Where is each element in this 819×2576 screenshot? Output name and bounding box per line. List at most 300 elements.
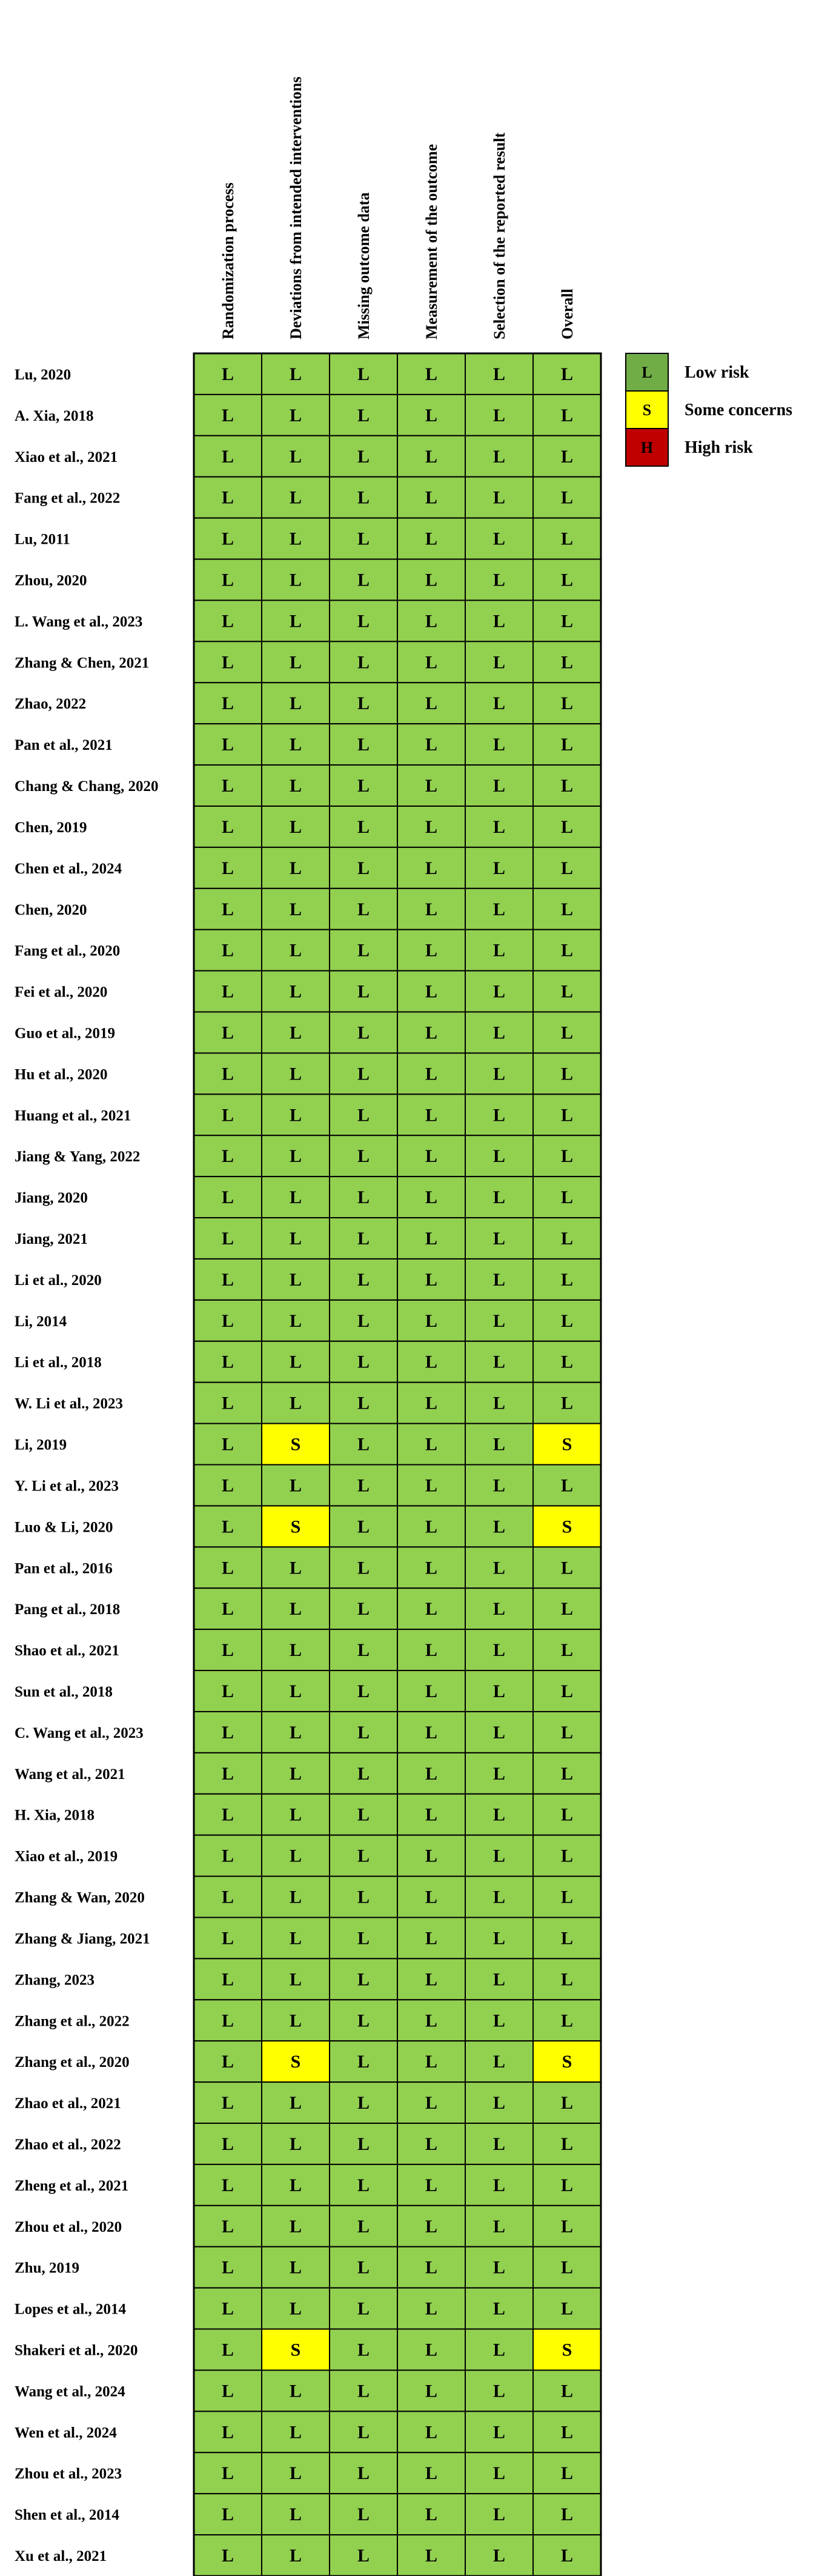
rating-label: L — [425, 735, 438, 755]
rating-label: L — [357, 1517, 370, 1537]
rating-label: L — [289, 1887, 302, 1907]
rating-label: L — [221, 1722, 234, 1743]
study-label: Shen et al., 2014 — [15, 2507, 119, 2524]
study-label: W. Li et al., 2023 — [15, 1395, 123, 1412]
rating-label: L — [560, 693, 574, 714]
rating-label: L — [357, 1722, 370, 1743]
study-label: Lopes et al., 2014 — [15, 2301, 127, 2318]
rating-label: L — [560, 1928, 574, 1949]
study-label: Zhang & Wan, 2020 — [15, 1889, 145, 1906]
rating-label: L — [289, 2381, 302, 2401]
rating-label: L — [289, 1846, 302, 1866]
rating-label: L — [560, 1393, 574, 1413]
rating-label: L — [492, 2093, 506, 2114]
rating-label: L — [221, 940, 234, 961]
rating-label: L — [221, 693, 234, 714]
rating-label: L — [289, 611, 302, 632]
rating-label: L — [289, 899, 302, 919]
rating-label: L — [560, 899, 574, 919]
rating-label: L — [357, 1846, 370, 1866]
rating-label: L — [492, 2216, 506, 2237]
rating-label: L — [289, 1352, 302, 1372]
rating-label: S — [562, 1517, 572, 1537]
rating-label: L — [357, 2298, 370, 2319]
rating-label: L — [221, 1146, 234, 1167]
rating-label: L — [221, 2340, 234, 2360]
rating-label: L — [221, 2052, 234, 2072]
study-label: Zhang & Chen, 2021 — [15, 655, 150, 672]
rating-label: L — [425, 2093, 438, 2114]
rating-label: L — [425, 405, 438, 425]
rating-label: L — [289, 858, 302, 878]
rating-label: L — [425, 2010, 438, 2031]
rating-label: L — [492, 1722, 506, 1743]
study-label: Li et al., 2020 — [15, 1272, 102, 1289]
rating-label: L — [357, 570, 370, 590]
study-label: Zhou et al., 2020 — [15, 2218, 122, 2235]
rating-label: L — [289, 1599, 302, 1620]
rating-label: L — [221, 1969, 234, 1990]
rating-label: L — [492, 364, 506, 384]
rating-label: L — [221, 1064, 234, 1084]
rating-label: L — [492, 1187, 506, 1208]
rating-label: L — [425, 652, 438, 673]
rating-label: L — [425, 2463, 438, 2484]
rating-label: L — [492, 1928, 506, 1949]
rating-label: L — [221, 1928, 234, 1949]
rating-label: L — [357, 611, 370, 632]
rating-label: L — [492, 1475, 506, 1496]
rating-label: L — [425, 1763, 438, 1784]
rating-label: L — [289, 1393, 302, 1413]
study-label: Zhao et al., 2021 — [15, 2095, 121, 2112]
rating-label: L — [357, 1763, 370, 1784]
rating-label: L — [221, 364, 234, 384]
rating-label: L — [289, 1064, 302, 1084]
rating-label: L — [357, 446, 370, 467]
study-label: Wang et al., 2024 — [15, 2383, 125, 2400]
rating-label: L — [357, 1023, 370, 1043]
rating-label: L — [492, 2134, 506, 2154]
rating-label: L — [221, 2546, 234, 2566]
rating-label: L — [221, 1393, 234, 1413]
column-header: Missing outcome data — [355, 192, 373, 339]
legend-key: L — [642, 364, 652, 381]
rating-label: L — [492, 858, 506, 878]
rating-label: L — [221, 1105, 234, 1126]
rating-label: L — [492, 1887, 506, 1907]
rating-label: L — [221, 1558, 234, 1578]
rating-label: L — [560, 652, 574, 673]
rating-label: L — [357, 1640, 370, 1661]
rating-label: L — [289, 1187, 302, 1208]
rating-label: L — [425, 487, 438, 508]
rating-label: L — [425, 1352, 438, 1372]
rating-label: L — [560, 405, 574, 425]
legend-label: Some concerns — [685, 401, 793, 419]
rating-label: L — [289, 1763, 302, 1784]
rating-label: L — [492, 2422, 506, 2443]
rating-label: L — [357, 1969, 370, 1990]
rating-label: L — [221, 2504, 234, 2525]
rating-label: L — [425, 1928, 438, 1949]
rating-label: L — [221, 2216, 234, 2237]
rating-label: L — [425, 1310, 438, 1331]
column-header: Measurement of the outcome — [423, 144, 440, 339]
rating-label: L — [357, 1146, 370, 1167]
rating-label: L — [492, 570, 506, 590]
rating-label: L — [357, 1804, 370, 1825]
rating-label: L — [560, 1599, 574, 1620]
rating-label: L — [425, 2381, 438, 2401]
rating-label: L — [492, 611, 506, 632]
rating-label: L — [221, 1804, 234, 1825]
rating-label: L — [560, 1310, 574, 1331]
rating-label: L — [221, 735, 234, 755]
rating-label: L — [357, 1352, 370, 1372]
rating-label: L — [357, 2216, 370, 2237]
study-label: Huang et al., 2021 — [15, 1107, 131, 1124]
rating-label: L — [289, 2093, 302, 2114]
rating-label: L — [221, 899, 234, 919]
study-label: Zhou, 2020 — [15, 572, 87, 589]
rating-label: L — [492, 2298, 506, 2319]
rating-label: L — [357, 1269, 370, 1290]
legend-label: Low risk — [685, 363, 749, 382]
study-label: Sun et al., 2018 — [15, 1683, 113, 1700]
rating-label: L — [492, 1969, 506, 1990]
rating-label: L — [492, 1352, 506, 1372]
study-label: C. Wang et al., 2023 — [15, 1724, 144, 1741]
rating-label: L — [492, 1599, 506, 1620]
rating-label: L — [560, 858, 574, 878]
rating-label: L — [425, 981, 438, 1002]
rating-label: L — [357, 405, 370, 425]
rating-label: L — [492, 2381, 506, 2401]
study-label: Shao et al., 2021 — [15, 1643, 119, 1660]
rating-label: L — [425, 1804, 438, 1825]
rating-label: L — [492, 1064, 506, 1084]
rating-label: L — [560, 1804, 574, 1825]
column-header: Selection of the reported result — [491, 132, 508, 339]
study-label: Shakeri et al., 2020 — [15, 2342, 138, 2359]
study-label: A. Xia, 2018 — [15, 407, 94, 424]
rating-label: L — [221, 2381, 234, 2401]
rating-label: L — [221, 2463, 234, 2484]
study-label: Fei et al., 2020 — [15, 984, 108, 1001]
rating-label: L — [289, 487, 302, 508]
rating-label: S — [290, 1517, 301, 1537]
rating-label: S — [290, 2052, 301, 2072]
study-label: Zhou et al., 2023 — [15, 2466, 122, 2483]
rating-label: L — [560, 1475, 574, 1496]
study-label: Jiang & Yang, 2022 — [15, 1149, 141, 1166]
rating-label: L — [492, 446, 506, 467]
rating-label: L — [425, 2298, 438, 2319]
rating-label: L — [560, 776, 574, 796]
rating-label: L — [289, 2010, 302, 2031]
study-label: Lu, 2011 — [15, 531, 70, 548]
rating-label: L — [425, 1146, 438, 1167]
rating-label: L — [425, 1599, 438, 1620]
rating-label: L — [221, 1640, 234, 1661]
rating-label: L — [425, 1969, 438, 1990]
rating-label: L — [560, 1763, 574, 1784]
rating-label: L — [357, 1187, 370, 1208]
study-label: Li et al., 2018 — [15, 1354, 102, 1371]
column-header: Randomization process — [219, 182, 237, 339]
study-label: Xu et al., 2021 — [15, 2548, 107, 2565]
rating-label: L — [492, 816, 506, 837]
rating-label: S — [290, 2340, 301, 2360]
rating-label: L — [289, 1558, 302, 1578]
rating-label: L — [357, 1064, 370, 1084]
rating-label: S — [562, 2052, 572, 2072]
rating-label: L — [492, 2257, 506, 2278]
study-label: Lu, 2020 — [15, 366, 71, 383]
rating-label: L — [289, 2298, 302, 2319]
rating-label: L — [492, 1640, 506, 1661]
rating-label: L — [492, 981, 506, 1002]
rating-label: L — [425, 1846, 438, 1866]
rating-label: L — [289, 529, 302, 549]
rating-label: L — [492, 1558, 506, 1578]
rating-label: L — [425, 1187, 438, 1208]
rating-label: L — [492, 1393, 506, 1413]
study-label: Wen et al., 2024 — [15, 2424, 117, 2441]
study-label: Jiang, 2020 — [15, 1190, 88, 1207]
rating-label: L — [492, 2340, 506, 2360]
rating-label: L — [425, 1023, 438, 1043]
rating-label: L — [221, 405, 234, 425]
rating-label: L — [425, 446, 438, 467]
rating-label: L — [560, 1640, 574, 1661]
rating-label: L — [425, 1475, 438, 1496]
rating-label: L — [289, 570, 302, 590]
rating-label: L — [357, 1558, 370, 1578]
rating-label: L — [492, 899, 506, 919]
rating-label: L — [357, 776, 370, 796]
rating-label: L — [425, 1434, 438, 1455]
rating-label: L — [221, 529, 234, 549]
rating-label: L — [357, 2175, 370, 2195]
rating-label: L — [357, 2381, 370, 2401]
rating-label: L — [221, 1475, 234, 1496]
rating-label: L — [492, 1846, 506, 1866]
rating-label: L — [357, 1475, 370, 1496]
study-label: Zhu, 2019 — [15, 2260, 79, 2277]
rating-label: L — [357, 2093, 370, 2114]
rating-label: L — [560, 1558, 574, 1578]
study-label: Pan et al., 2021 — [15, 737, 113, 754]
rating-label: L — [357, 2463, 370, 2484]
rating-label: L — [560, 2010, 574, 2031]
rating-label: S — [290, 1434, 301, 1455]
rating-label: L — [289, 1722, 302, 1743]
rating-label: L — [560, 1681, 574, 1701]
rating-label: L — [425, 1229, 438, 1249]
study-label: Xiao et al., 2021 — [15, 449, 118, 465]
rating-label: L — [357, 2504, 370, 2525]
rating-label: L — [221, 1023, 234, 1043]
rating-label: L — [221, 611, 234, 632]
rating-label: L — [560, 2257, 574, 2278]
rating-label: L — [221, 570, 234, 590]
rating-label: L — [492, 2504, 506, 2525]
rating-label: L — [492, 529, 506, 549]
rating-label: L — [560, 2175, 574, 2195]
rating-label: L — [289, 1928, 302, 1949]
rating-label: L — [357, 816, 370, 837]
rating-label: L — [221, 1681, 234, 1701]
rating-label: L — [425, 570, 438, 590]
rating-label: L — [289, 1023, 302, 1043]
rating-label: L — [425, 2175, 438, 2195]
rating-label: L — [425, 2257, 438, 2278]
study-label: Jiang, 2021 — [15, 1231, 88, 1248]
rating-label: L — [221, 858, 234, 878]
rating-label: L — [221, 1887, 234, 1907]
rating-label: L — [492, 1310, 506, 1331]
rating-label: L — [560, 2298, 574, 2319]
rating-label: L — [560, 981, 574, 1002]
rating-label: L — [425, 816, 438, 837]
rating-label: L — [492, 1105, 506, 1126]
rating-label: L — [425, 2052, 438, 2072]
rating-label: L — [492, 693, 506, 714]
rating-label: L — [221, 652, 234, 673]
rating-label: L — [425, 1517, 438, 1537]
rating-label: L — [289, 1969, 302, 1990]
study-label: Zhang, 2023 — [15, 1972, 94, 1989]
rating-label: L — [492, 2546, 506, 2566]
rating-label: L — [221, 2422, 234, 2443]
rating-label: L — [221, 1599, 234, 1620]
rating-label: L — [357, 981, 370, 1002]
rating-label: L — [425, 2134, 438, 2154]
rating-label: L — [357, 1105, 370, 1126]
rating-label: L — [492, 1763, 506, 1784]
rating-label: L — [560, 2381, 574, 2401]
rating-label: L — [289, 1804, 302, 1825]
rating-label: L — [289, 2504, 302, 2525]
rating-label: L — [289, 2216, 302, 2237]
rating-label: L — [221, 1517, 234, 1537]
rating-label: L — [289, 1310, 302, 1331]
rating-label: L — [289, 2134, 302, 2154]
rating-label: L — [357, 1310, 370, 1331]
rating-label: L — [425, 1393, 438, 1413]
study-label: Zhang et al., 2022 — [15, 2013, 130, 2030]
rating-label: L — [560, 2422, 574, 2443]
rating-label: L — [560, 364, 574, 384]
rating-label: L — [357, 1229, 370, 1249]
rating-label: L — [289, 981, 302, 1002]
rating-label: L — [289, 940, 302, 961]
study-label: Fang et al., 2020 — [15, 943, 121, 959]
rating-label: L — [425, 1064, 438, 1084]
rating-label: L — [357, 2546, 370, 2566]
rating-label: L — [221, 2093, 234, 2114]
rating-label: L — [357, 1928, 370, 1949]
rating-label: L — [289, 776, 302, 796]
rating-label: L — [560, 1064, 574, 1084]
rating-label: L — [357, 1887, 370, 1907]
rating-label: L — [221, 776, 234, 796]
rating-label: L — [357, 1599, 370, 1620]
rating-label: L — [357, 2134, 370, 2154]
rating-label: L — [289, 364, 302, 384]
rating-label: L — [560, 816, 574, 837]
rating-label: L — [560, 2093, 574, 2114]
rating-label: L — [492, 1146, 506, 1167]
study-label: Zhao, 2022 — [15, 696, 87, 713]
rating-label: L — [357, 858, 370, 878]
rating-label: L — [492, 1681, 506, 1701]
rating-label: L — [221, 2134, 234, 2154]
rating-label: L — [289, 2257, 302, 2278]
rating-label: L — [492, 2010, 506, 2031]
rating-label: L — [221, 2298, 234, 2319]
rating-label: L — [560, 1846, 574, 1866]
rating-label: L — [289, 1229, 302, 1249]
rating-label: L — [425, 1105, 438, 1126]
rating-label: L — [425, 1681, 438, 1701]
rating-label: L — [560, 1352, 574, 1372]
study-label: Pang et al., 2018 — [15, 1601, 121, 1618]
rating-label: L — [221, 816, 234, 837]
rating-label: L — [221, 446, 234, 467]
rating-label: L — [560, 1023, 574, 1043]
rating-label: L — [492, 2463, 506, 2484]
rating-label: L — [221, 487, 234, 508]
rating-label: L — [425, 529, 438, 549]
rating-label: L — [357, 529, 370, 549]
rating-label: L — [357, 899, 370, 919]
rating-label: L — [425, 364, 438, 384]
rating-label: L — [560, 1105, 574, 1126]
rating-label: L — [289, 1269, 302, 1290]
rating-label: L — [425, 858, 438, 878]
study-label: Chang & Chang, 2020 — [15, 778, 159, 795]
rating-label: L — [221, 981, 234, 1002]
rating-label: L — [289, 1475, 302, 1496]
rating-label: L — [357, 2257, 370, 2278]
study-label: Zhang & Jiang, 2021 — [15, 1930, 150, 1947]
rating-label: L — [560, 2504, 574, 2525]
rating-label: L — [221, 2257, 234, 2278]
rating-label: L — [289, 816, 302, 837]
rating-label: L — [425, 2504, 438, 2525]
column-header: Deviations from intended interventions — [287, 76, 305, 339]
rating-label: L — [425, 1887, 438, 1907]
rating-label: L — [492, 1269, 506, 1290]
legend-label: High risk — [685, 438, 753, 457]
rating-label: L — [289, 693, 302, 714]
rating-label: L — [221, 2010, 234, 2031]
rating-label: L — [425, 1558, 438, 1578]
study-label: Li, 2014 — [15, 1313, 67, 1330]
rating-label: L — [425, 2546, 438, 2566]
rating-label: L — [560, 940, 574, 961]
rating-label: L — [289, 1105, 302, 1126]
rating-label: L — [289, 1146, 302, 1167]
rating-label: L — [357, 1681, 370, 1701]
rating-label: L — [492, 2175, 506, 2195]
study-label: Pan et al., 2016 — [15, 1560, 113, 1577]
rating-label: L — [289, 2463, 302, 2484]
rating-label: L — [357, 1434, 370, 1455]
